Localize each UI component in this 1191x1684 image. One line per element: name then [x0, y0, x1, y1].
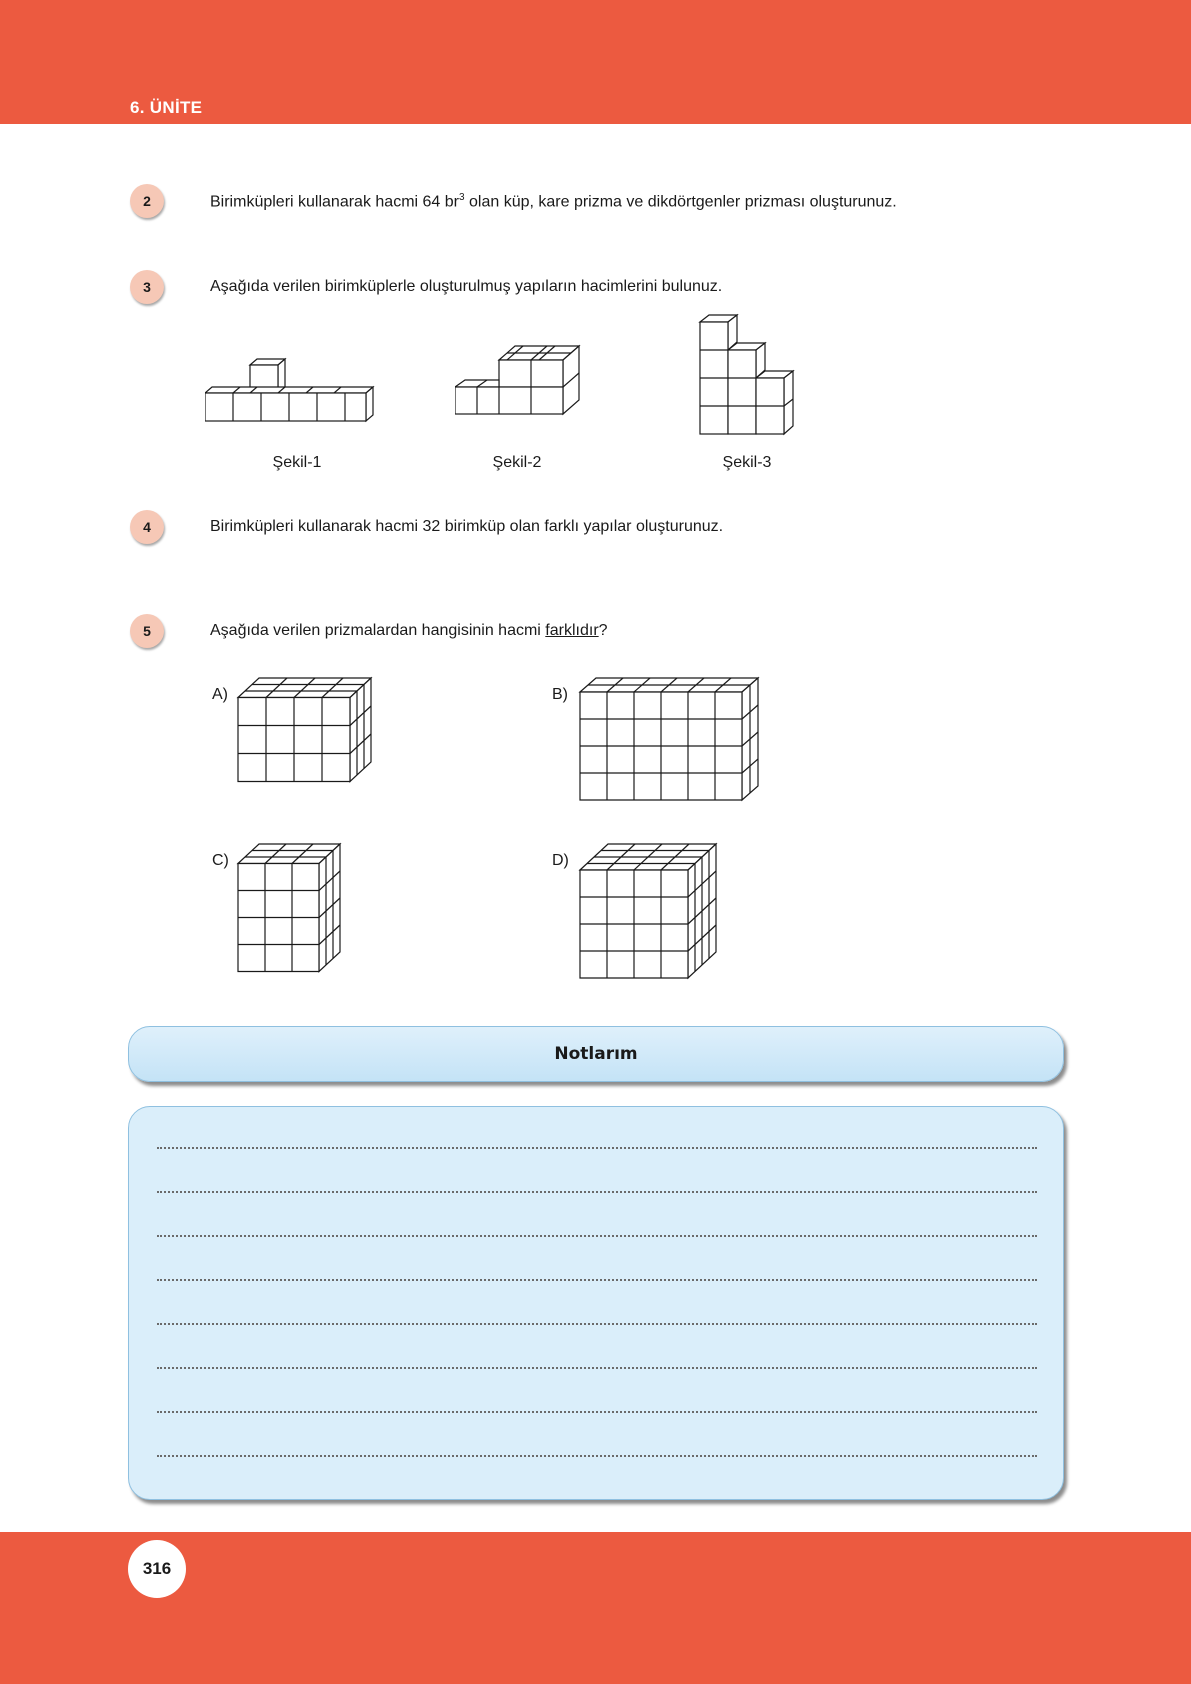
- notes-line: [157, 1235, 1037, 1237]
- option-c-label: C): [212, 852, 229, 869]
- question-number-3: 3: [130, 270, 164, 304]
- notes-line: [157, 1147, 1037, 1149]
- notes-line: [157, 1279, 1037, 1281]
- notes-line: [157, 1455, 1037, 1457]
- notes-line: [157, 1367, 1037, 1369]
- question-2-superscript: 3: [458, 192, 465, 203]
- question-number-5: 5: [130, 614, 164, 648]
- option-b-prism: [578, 676, 768, 804]
- option-c-prism: [236, 842, 361, 982]
- notes-title-box: [128, 1026, 1064, 1082]
- question-number-4: 4: [130, 510, 164, 544]
- question-2-text-before: Birimküpleri kullanarak hacmi 64 br: [210, 193, 459, 211]
- question-2-text-after: olan küp, kare prizma ve dikdörtgenler prizması oluşturunuz.: [464, 193, 897, 211]
- page-number: 316: [128, 1540, 186, 1598]
- figure-sekil-1: [205, 355, 380, 443]
- figure-sekil-2: [455, 340, 595, 440]
- caption-sekil-1: Şekil-1: [272, 454, 322, 471]
- option-a-label: A): [212, 686, 228, 703]
- notes-area[interactable]: [128, 1106, 1064, 1500]
- unit-label: 6. ÜNİTE: [130, 98, 203, 117]
- question-5-text-before: Aşağıda verilen prizmalardan hangisinin hacmi: [210, 622, 546, 639]
- option-d-prism: [578, 842, 723, 997]
- question-number-2: 2: [130, 184, 164, 218]
- option-a-prism: [236, 676, 381, 794]
- question-5-text-after: ?: [598, 622, 608, 639]
- notes-title: Notlarım: [554, 1044, 638, 1064]
- notes-line: [157, 1191, 1037, 1193]
- question-5-text: [210, 622, 608, 640]
- caption-sekil-3: Şekil-3: [722, 454, 772, 471]
- option-d-label: D): [552, 852, 569, 869]
- caption-sekil-2: Şekil-2: [492, 454, 542, 471]
- figure-sekil-3: [697, 312, 802, 442]
- question-3-text: Aşağıda verilen birimküplerle oluşturulmuş yapıların hacimlerini bulunuz.: [210, 278, 723, 295]
- notes-line: [157, 1411, 1037, 1413]
- question-2-text: [210, 192, 897, 211]
- question-5-underlined: farklıdır: [545, 622, 599, 639]
- option-b-label: B): [552, 686, 568, 703]
- notes-line: [157, 1323, 1037, 1325]
- question-4-text: Birimküpleri kullanarak hacmi 32 birimküp olan farklı yapılar oluşturunuz.: [210, 518, 724, 535]
